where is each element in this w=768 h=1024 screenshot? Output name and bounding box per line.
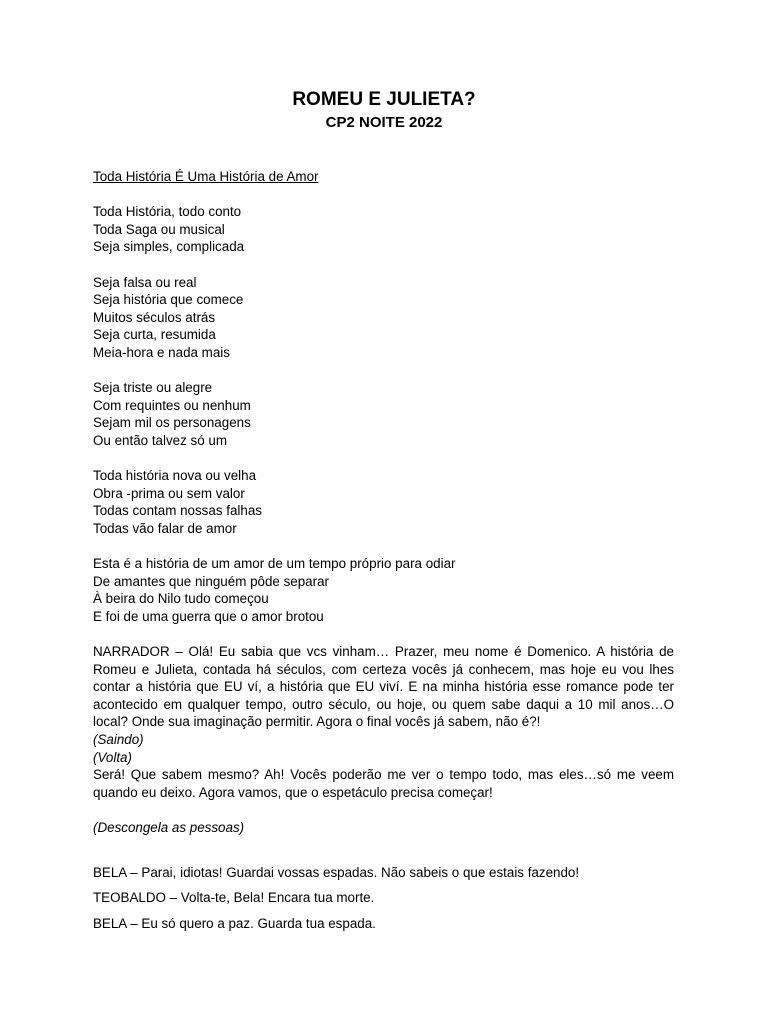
- narrador-return: Será! Que sabem mesmo? Ah! Vocês poderão me ver o tempo todo, mas eles…só me veem quando eu deixo. Agora vamos, que o espetáculo precisa começar!: [93, 767, 674, 800]
- dialogue-line: BELA – Parai, idiotas! Guardai vossas espadas. Não sabeis o que estais fazendo!: [93, 864, 580, 880]
- verse-line: Meia-hora e nada mais: [93, 344, 230, 360]
- verse-line: À beira do Nilo tudo começou: [93, 591, 269, 607]
- verse-line: Ou então talvez só um: [93, 432, 227, 448]
- verse-line: E foi de uma guerra que o amor brotou: [93, 608, 324, 624]
- stanza-5: [93, 555, 674, 625]
- page-title: ROMEU E JULIETA?: [292, 89, 476, 110]
- verse-line: Todas vão falar de amor: [93, 520, 237, 536]
- verse-line: Seja triste ou alegre: [93, 380, 213, 396]
- song-title: Toda História É Uma História de Amor: [93, 169, 319, 184]
- verse-line: Todas contam nossas falhas: [93, 503, 262, 519]
- stanza-1: [93, 203, 674, 256]
- verse-line: Obra -prima ou sem valor: [93, 485, 245, 501]
- verse-line: Seja falsa ou real: [93, 274, 197, 290]
- narrador-intro: NARRADOR – Olá! Eu sabia que vcs vinham… Prazer, meu nome é Domenico. A história de Romeu e Julieta, contada há séculos, com certeza vocês já conhecem, mas hoje eu vou lhes contar a história que EU ví, a história que EU viví. E na minha história esse romance pode ter acontecido em qualquer tempo, outro século, ou hoje, ou quem sabe daqui a 10 mil anos…O local? Onde sua imaginação permitir. Agora o final vocês já sabem, não é?!: [93, 644, 674, 730]
- stanza-2: [93, 274, 674, 362]
- stage-direction-saindo: (Saindo): [93, 732, 144, 747]
- verse-line: Toda Saga ou musical: [93, 221, 225, 237]
- stage-direction-descongela: (Descongela as pessoas): [93, 819, 245, 835]
- stanza-4: [93, 467, 674, 537]
- document-body: [93, 168, 674, 932]
- dialogue-line: TEOBALDO – Volta-te, Bela! Encara tua morte.: [93, 890, 375, 906]
- verse-line: Com requintes ou nenhum: [93, 397, 251, 413]
- dialogue-line: BELA – Eu só quero a paz. Guarda tua espada.: [93, 915, 376, 931]
- verse-line: Toda História, todo conto: [93, 204, 242, 220]
- verse-line: Seja história que comece: [93, 292, 244, 308]
- verse-line: Muitos séculos atrás: [93, 309, 216, 325]
- verse-line: Toda história nova ou velha: [93, 468, 257, 484]
- page-subtitle: CP2 NOITE 2022: [325, 114, 443, 131]
- stanza-3: [93, 379, 674, 449]
- verse-line: De amantes que ninguém pôde separar: [93, 573, 329, 589]
- verse-line: Seja curta, resumida: [93, 327, 216, 343]
- verse-line: Seja simples, complicada: [93, 239, 245, 255]
- stage-direction-volta: (Volta): [93, 749, 132, 765]
- verse-line: Sejam mil os personagens: [93, 415, 251, 431]
- verse-line: Esta é a história de um amor de um tempo próprio para odiar: [93, 556, 456, 572]
